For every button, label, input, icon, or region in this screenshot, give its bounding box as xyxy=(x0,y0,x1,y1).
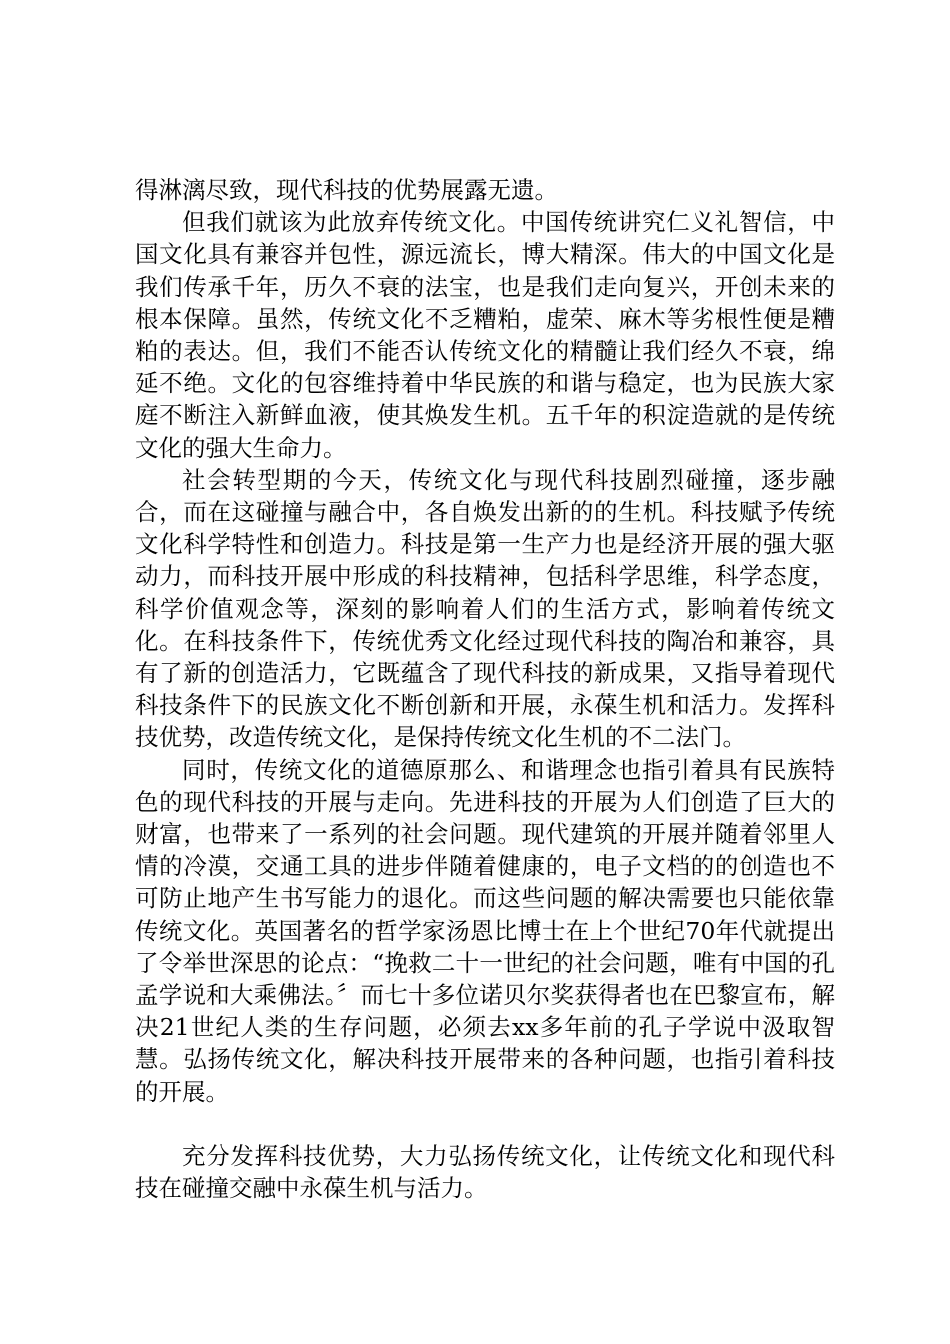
paragraph-conclusion: 充分发挥科技优势，大力弘扬传统文化，让传统文化和现代科技在碰撞交融中永葆生机与活力。 xyxy=(135,1141,835,1203)
paragraph-moral-guidance: 同时，传统文化的道德原那么、和谐理念也指引着具有民族特色的现代科技的开展与走向。先进科技的开展为人们创造了巨大的财富，也带来了一系列的社会问题。现代建筑的开展并随着邻里人情的冷漠，交通工具的进步伴随着健康的，电子文档的的创造也不可防止地产生书写能力的退化。而这些问题的解决需要也只能依靠传统文化。英国著名的哲学家汤恩比博士在上个世纪70年代就提出了令举世深思的论点：“挽救二十一世纪的社会问题，唯有中国的孔孟学说和大乘佛法。〞而七十多位诺贝尔奖获得者也在巴黎宣布，解决21世纪人类的生存问题，必须去xx多年前的孔子学说中汲取智慧。弘扬传统文化，解决科技开展带来的各种问题，也指引着科技的开展。 xyxy=(135,755,835,1106)
paragraph-continuation: 得淋漓尽致，现代科技的优势展露无遗。 xyxy=(135,176,558,204)
document-body xyxy=(135,174,835,1204)
paragraph-traditional-culture: 但我们就该为此放弃传统文化。中国传统讲究仁义礼智信，中国文化具有兼容并包性，源远流长，博大精深。伟大的中国文化是我们传承千年，历久不衰的法宝，也是我们走向复兴，开创未来的根本保障。虽然，传统文化不乏糟粕，虚荣、麻木等劣根性便是糟粕的表达。但，我们不能否认传统文化的精髓让我们经久不衰，绵延不绝。文化的包容维持着中华民族的和谐与稳定，也为民族大家庭不断注入新鲜血液，使其焕发生机。五千年的积淀造就的是传统文化的强大生命力。 xyxy=(135,208,835,462)
paragraph-social-transition: 社会转型期的今天，传统文化与现代科技剧烈碰撞，逐步融合，而在这碰撞与融合中，各自焕发出新的的生机。科技赋予传统文化科学特性和创造力。科技是第一生产力也是经济开展的强大驱动力，而科技开展中形成的科技精神，包括科学思维，科学态度，科学价值观念等，深刻的影响着人们的生活方式，影响着传统文化。在科技条件下，传统优秀文化经过现代科技的陶冶和兼容，具有了新的创造活力，它既蕴含了现代科技的新成果，又指导着现代科技条件下的民族文化不断创新和开展，永葆生机和活力。发挥科技优势，改造传统文化，是保持传统文化生机的不二法门。 xyxy=(135,465,835,752)
